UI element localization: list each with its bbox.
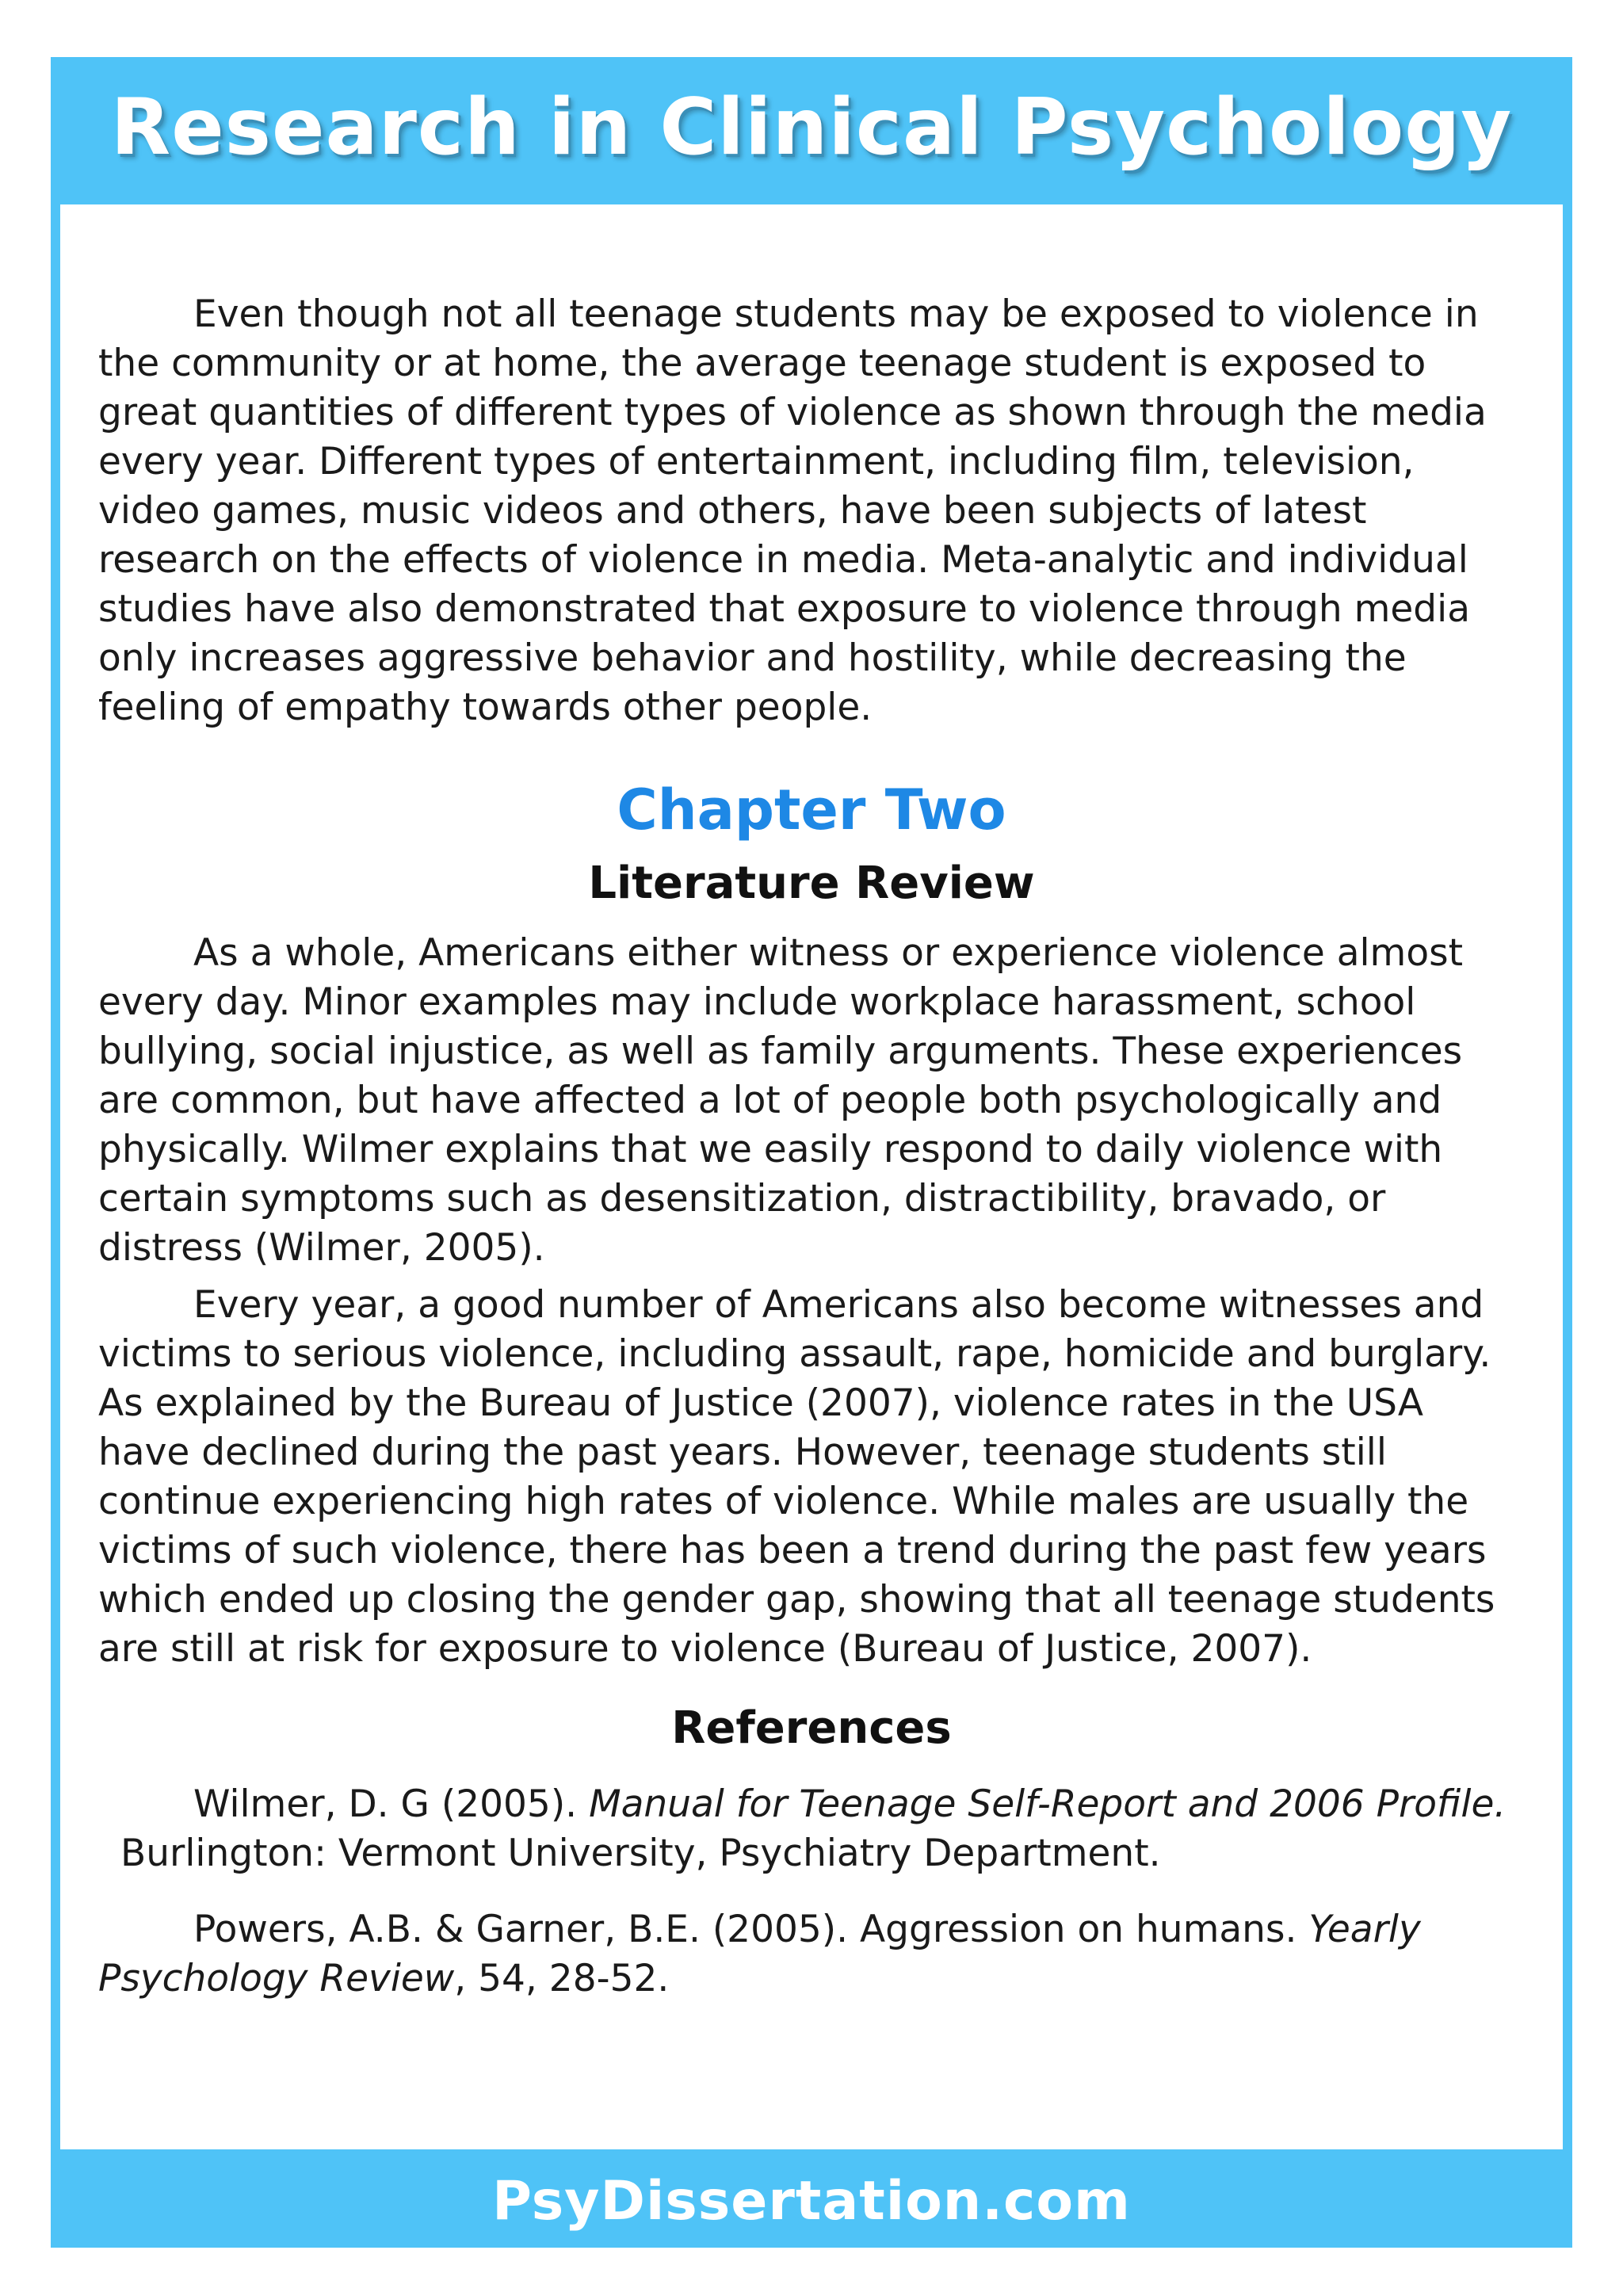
reference-publisher: Burlington: Vermont University, Psychiatry Department. bbox=[120, 1832, 1161, 1875]
reference-author: Wilmer, D. G (2005). bbox=[193, 1782, 590, 1826]
reference-author: Powers, A.B. & Garner, B.E. (2005). Aggression on humans. bbox=[193, 1908, 1309, 1951]
reference-volume-pages: , 54, 28-52. bbox=[454, 1957, 670, 2000]
site-footer-link[interactable]: PsyDissertation.com bbox=[492, 2170, 1131, 2233]
section-heading-references: References bbox=[671, 1702, 952, 1754]
chapter-title: Chapter Two bbox=[617, 777, 1006, 842]
reference-title: Manual for Teenage Self-Report and 2006 Profile. bbox=[589, 1782, 1507, 1826]
page-title: Research in Clinical Psychology bbox=[110, 82, 1513, 173]
reference-journal: Yearly Psychology Review bbox=[98, 1908, 1421, 2000]
reference-entry bbox=[98, 1780, 1525, 1829]
reference-entry bbox=[98, 1905, 1525, 2004]
intro-paragraph: Even though not all teenage students may be exposed to violence in the community or at home, the average teenage student is exposed to great quantities of different types of violence as shown through the media every year. Different types of entertainment, including film, television, video games, music videos and others, have been subjects of latest research on the effects of violence in media. Meta-analytic and individual studies have also demonstrated that exposure to violence through media only increases aggressive behavior and hostility, while decreasing the feeling of empathy towards other people. bbox=[98, 292, 1487, 729]
section-heading-literature-review: Literature Review bbox=[588, 858, 1035, 909]
page-frame bbox=[51, 57, 1572, 2248]
body-paragraph: Every year, a good number of Americans also become witnesses and victims to serious violence, including assault, rape, homicide and burglary. As explained by the Bureau of Justice (2007), violence rates in the USA have declined during the past years. However, teenage students still continue experiencing high rates of violence. While males are usually the victims of such violence, there has been a trend during the past few years which ended up closing the gender gap, showing that all teenage students are still at risk for exposure to violence (Bureau of Justice, 2007). bbox=[98, 1283, 1495, 1671]
body-paragraph: As a whole, Americans either witness or experience violence almost every day. Minor examples may include workplace harassment, school bullying, social injustice, as well as family arguments. These experiences are common, but have affected a lot of people both psychologically and physically. Wilmer explains that we easily respond to daily violence with certain symptoms such as desensitization, distractibility, bravado, or distress (Wilmer, 2005). bbox=[98, 931, 1464, 1270]
content-panel bbox=[60, 204, 1563, 2149]
